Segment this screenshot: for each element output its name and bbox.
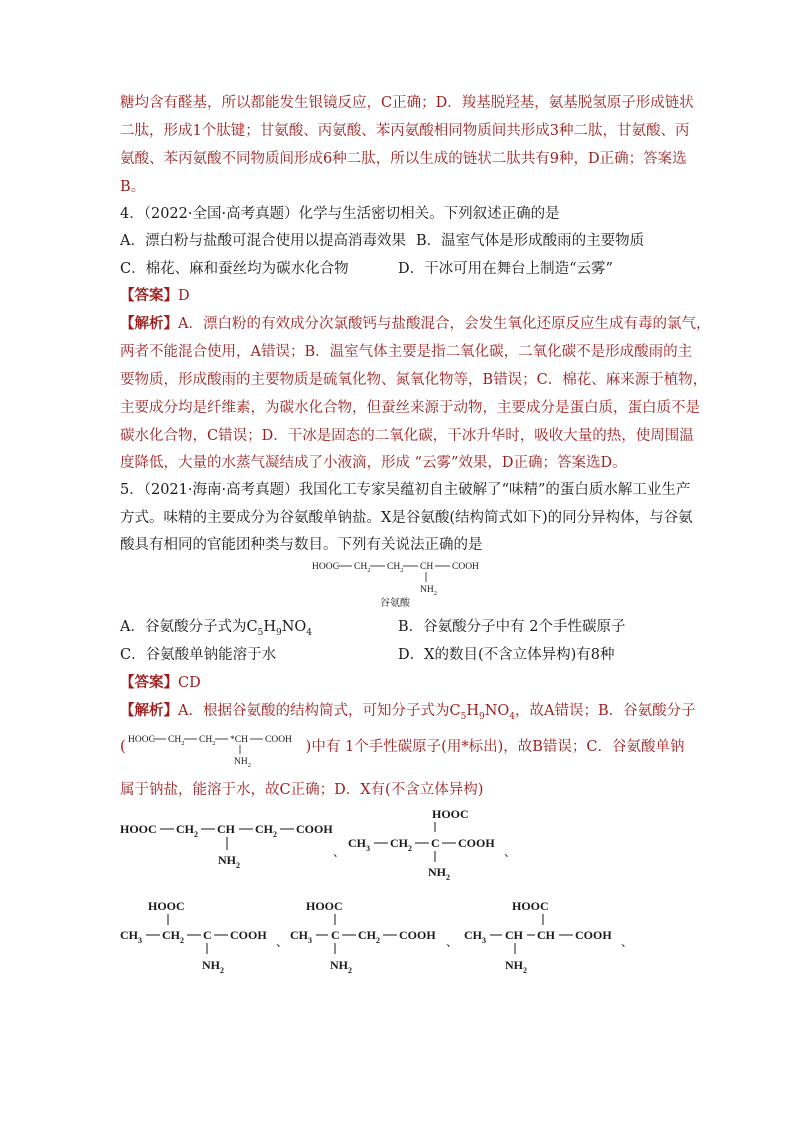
group-nh2: NH — [420, 585, 434, 595]
q4-analysis-1 — [120, 314, 710, 334]
svg-text:CH3: $CH_3$ — [120, 928, 142, 945]
svg-text:、: 、 — [504, 845, 517, 859]
svg-text:C: C — [203, 928, 212, 942]
q5-analysis-1 — [120, 701, 696, 727]
svg-text:、: 、 — [276, 935, 289, 949]
svg-text:、: 、 — [621, 935, 634, 949]
svg-text:CH: CH — [505, 928, 523, 942]
q3-line-1: 糖均含有醛基，所以都能发生银镜反应，C正确；D．羧基脱羟基，氨基脱氢原子形成链状 — [120, 95, 694, 111]
svg-text:CH2: $CH_2$ — [390, 836, 412, 853]
q4-analysis-6: 度降低，大量的水蒸气凝结成了小液滴，形成 “云雾”效果，D正确；答案选D。 — [120, 455, 627, 471]
q3-line-2: 二肽，形成1个肽键；甘氨酸、丙氨酸、苯丙氨酸相同物质间共形成3种二肽，甘氨酸、丙 — [120, 123, 690, 139]
inline-glutamic-structure — [128, 728, 308, 768]
svg-text:CH2: $CH_2$ — [255, 822, 277, 839]
svg-text:COOH: COOH — [230, 928, 267, 942]
q4-option-c: C．棉花、麻和蚕丝均为碳水化合物 — [120, 261, 349, 277]
q4-option-a: A．漂白粉与盐酸可混合使用以提高消毒效果 — [120, 233, 406, 249]
svg-text:、: 、 — [446, 935, 459, 949]
q4-option-d: D．干冰可用在舞台上制造“云雾” — [398, 261, 613, 277]
svg-text:NH2: $NH_2$ — [234, 757, 251, 768]
separator: 、 — [333, 845, 346, 859]
group-ch: CH — [420, 562, 434, 572]
q4-option-b: B．温室气体是形成酸雨的主要物质 — [416, 233, 645, 249]
svg-text:HOOC: HOOC — [512, 899, 549, 913]
answer-value: CD — [178, 675, 201, 691]
answer-tag: 【答案】 — [120, 674, 178, 691]
svg-text:NH2: $NH_2$ — [218, 853, 240, 870]
svg-text:CH3: $CH_3$ — [290, 928, 312, 945]
q5-option-b: B．谷氨酸分子中有 2个手性碳原子 — [398, 619, 626, 635]
svg-text:COOH: COOH — [458, 836, 495, 850]
svg-text:CH3: $CH_3$ — [464, 928, 486, 945]
svg-text:C: C — [331, 928, 340, 942]
q5-option-a: A．谷氨酸分子式为$C_5H_9NO_4$ — [120, 619, 313, 638]
structure-label: 谷氨酸 — [380, 598, 410, 609]
svg-text:COOH: COOH — [399, 928, 436, 942]
svg-text:CH2 — [354, 562, 370, 574]
svg-text:CH2 — [387, 562, 403, 574]
svg-text:CH2: $CH_2$ — [168, 735, 185, 747]
svg-text:NH2 — [420, 585, 437, 597]
q4-analysis-3: 要物质，形成酸雨的主要物质是硫氧化物、氮氧化物等，B错误；C．棉花、麻来源于植物， — [120, 372, 708, 388]
q5-stem-1: 5．（2021·海南·高考真题）我国化工专家吴蕴初自主破解了“味精”的蛋白质水解工业生产 — [120, 482, 691, 498]
q5-option-c: C．谷氨酸单钠能溶于水 — [120, 647, 277, 663]
svg-text:NH2: $NH_2$ — [428, 865, 450, 882]
svg-text:COOH: COOH — [265, 735, 292, 745]
svg-text:CH2: $CH_2$ — [176, 822, 198, 839]
svg-text:CH2: $CH_2$ — [162, 928, 184, 945]
q4-stem: 4．（2022·全国·高考真题）化学与生活密切相关。下列叙述正确的是 — [120, 206, 560, 222]
answer-tag: 【答案】 — [120, 287, 178, 304]
analysis-tag: 【解析】 — [120, 702, 178, 719]
svg-text:HOOC: HOOC — [306, 899, 343, 913]
svg-text:HOOC: HOOC — [128, 735, 155, 745]
sub-2: 2 — [400, 567, 404, 574]
svg-text:COOH: COOH — [575, 928, 612, 942]
q3-line-3: 氨酸、苯丙氨酸不同物质间形成6种二肽，所以生成的链状二肽共有9种，D正确；答案选 — [120, 151, 687, 167]
analysis-text: A．根据谷氨酸的结构简式，可知分子式为$C_5H_9NO_4$，故A错误；B．谷氨酸分子 — [178, 703, 696, 722]
answer-value: D — [178, 288, 190, 304]
svg-text:C: C — [431, 836, 440, 850]
sub-2: 2 — [367, 567, 371, 574]
analysis-text: A．漂白粉的有效成分次氯酸钙与盐酸混合，会发生氧化还原反应生成有毒的氯气， — [178, 316, 711, 332]
q5-answer — [120, 673, 201, 693]
isomer-structures-row-1 — [118, 806, 538, 884]
glutamic-acid-structure — [300, 557, 500, 611]
svg-text:NH2: $NH_2$ — [505, 958, 527, 975]
svg-text:HOOC: HOOC — [120, 822, 157, 836]
group-ch2: CH — [387, 562, 401, 572]
q5-stem-3: 酸具有相同的官能团种类与数目。下列有关说法正确的是 — [120, 537, 483, 553]
svg-text:HOOC: HOOC — [148, 899, 185, 913]
svg-text:CH3: $CH_3$ — [348, 836, 370, 853]
q4-answer — [120, 286, 190, 306]
q4-analysis-2: 两者不能混合使用，A错误；B．温室气体主要是指二氧化碳，二氧化碳不是形成酸雨的主 — [120, 344, 693, 360]
q5-analysis-2: ( )中有 1个手性碳原子(用*标出)，故B错误；C．谷氨酸单钠 — [120, 739, 685, 755]
q4-analysis-5: 碳水化合物，C错误；D．干冰是固态的二氧化碳，干冰升华时，吸收大量的热，使周围温 — [120, 428, 694, 444]
svg-text:HOOC: HOOC — [432, 807, 469, 821]
q3-line-4: B。 — [120, 179, 146, 195]
svg-text:CH: CH — [537, 928, 555, 942]
group-hooc: HOOC — [312, 562, 339, 572]
q5-analysis-3: 属于钠盐，能溶于水，故C正确；D．X有(不含立体异构) — [120, 782, 484, 798]
q5-stem-2: 方式。味精的主要成分为谷氨酸单钠盐。X是谷氨酸(结构简式如下)的同分异构体，与谷氨 — [120, 510, 693, 526]
q5-option-d: D．X的数目(不含立体异构)有8种 — [398, 647, 615, 663]
svg-text:*CH: *CH — [230, 735, 248, 745]
svg-text:NH2: $NH_2$ — [330, 958, 352, 975]
group-cooh: COOH — [452, 562, 479, 572]
svg-text:COOH: COOH — [296, 822, 333, 836]
q4-analysis-4: 主要成分均是纤维素，为碳水化合物，但蚕丝来源于动物，主要成分是蛋白质，蛋白质不是 — [120, 400, 700, 416]
isomer-structures-row-2 — [118, 896, 648, 978]
svg-text:CH: CH — [217, 822, 235, 836]
analysis-tag: 【解析】 — [120, 315, 178, 332]
sub-2: 2 — [433, 590, 437, 597]
svg-text:NH2: $NH_2$ — [202, 958, 224, 975]
group-ch2: CH — [354, 562, 368, 572]
svg-text:CH2: $CH_2$ — [358, 928, 380, 945]
svg-text:CH2: $CH_2$ — [199, 735, 216, 747]
